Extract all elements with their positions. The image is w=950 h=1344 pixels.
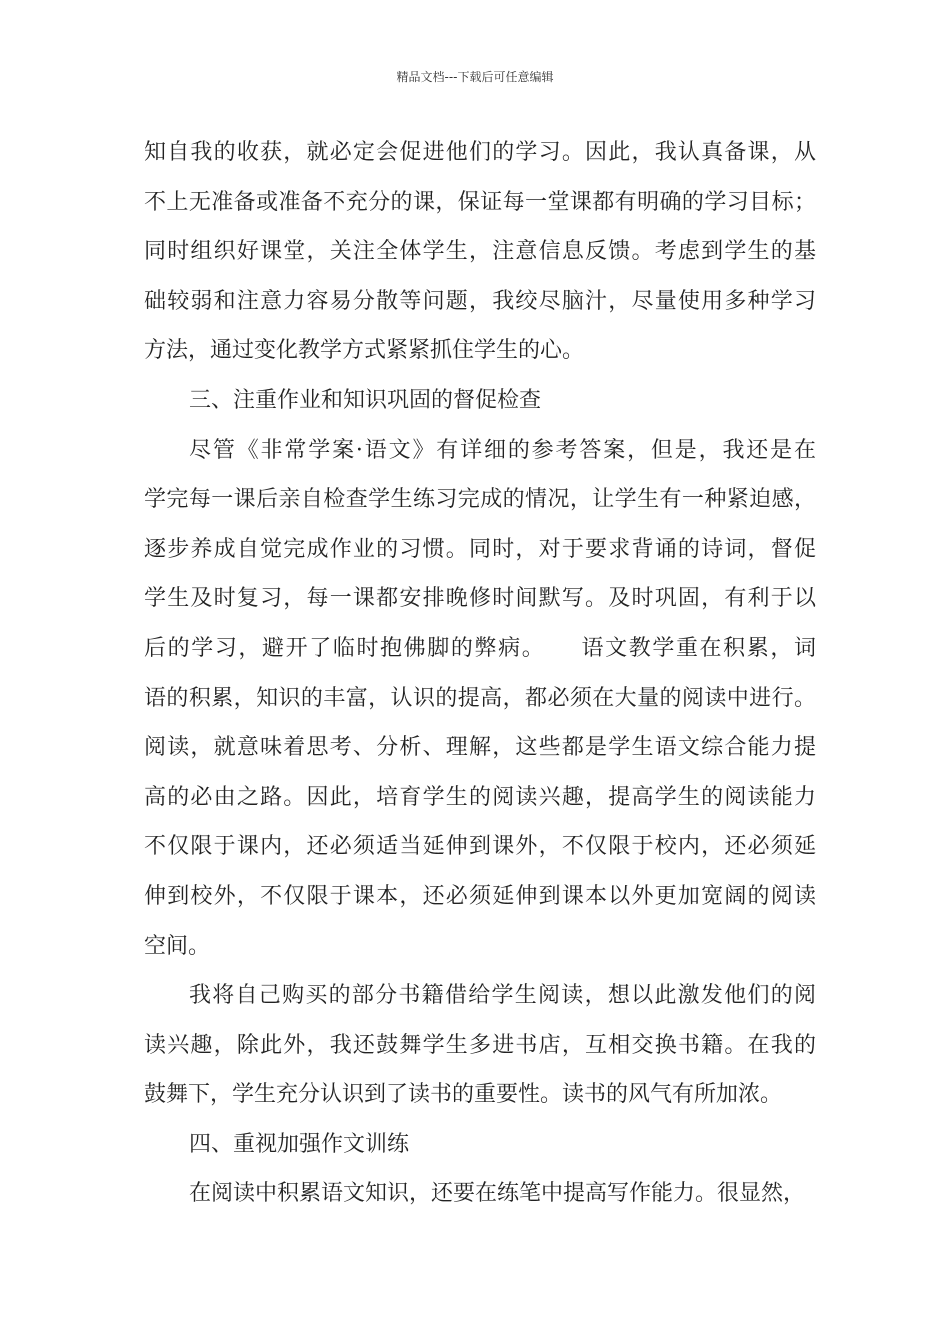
text-line: 尽管《非常学案·语文》有详细的参考答案，但是，我还是在 [189, 437, 818, 463]
text-line: 我将自己购买的部分书籍借给学生阅读，想以此激发他们的阅 [189, 983, 818, 1009]
text-line: 四、重视加强作文训练 [189, 1131, 410, 1157]
text-line: 后的学习，避开了临时抱佛脚的弊病。 语文教学重在积累，词 [144, 635, 818, 661]
text-line: 逐步养成自觉完成作业的习惯。同时，对于要求背诵的诗词，督促 [144, 536, 818, 562]
text-line: 三、注重作业和知识巩固的督促检查 [189, 387, 542, 413]
text-line: 学生及时复习，每一课都安排晚修时间默写。及时巩固，有利于以 [144, 586, 818, 612]
text-line: 方法，通过变化教学方式紧紧抓住学生的心。 [144, 338, 585, 364]
text-line: 知自我的收获，就必定会促进他们的学习。因此，我认真备课，从 [144, 140, 818, 165]
text-line: 阅读，就意味着思考、分析、理解，这些都是学生语文综合能力提 [144, 735, 818, 761]
text-line: 读兴趣，除此外，我还鼓舞学生多进书店，互相交换书籍。在我的 [144, 1032, 818, 1058]
text-line: 不上无准备或准备不充分的课，保证每一堂课都有明确的学习目标； [144, 189, 817, 215]
text-line: 伸到校外，不仅限于课本，还必须延伸到课本以外更加宽阔的阅读 [144, 883, 818, 909]
page-header: 精品文档---下载后可任意编辑 [396, 70, 554, 84]
text-line: 在阅读中积累语文知识，还要在练笔中提高写作能力。很显然， [189, 1181, 806, 1207]
body-text [144, 128, 816, 1219]
text-line: 空间。 [144, 933, 211, 959]
text-line: 语的积累，知识的丰富，认识的提高，都必须在大量的阅读中进行。 [144, 685, 817, 711]
text-line: 鼓舞下，学生充分认识到了读书的重要性。读书的风气有所加浓。 [144, 1082, 783, 1108]
text-line: 高的必由之路。因此，培育学生的阅读兴趣，提高学生的阅读能力 [144, 784, 818, 810]
text-line: 不仅限于课内，还必须适当延伸到课外，不仅限于校内，还必须延 [144, 834, 818, 860]
text-line: 学完每一课后亲自检查学生练习完成的情况，让学生有一种紧迫感， [144, 487, 817, 513]
text-line: 同时组织好课堂，关注全体学生，注意信息反馈。考虑到学生的基 [144, 239, 818, 265]
text-line: 础较弱和注意力容易分散等问题，我绞尽脑汁，尽量使用多种学习 [144, 288, 818, 314]
